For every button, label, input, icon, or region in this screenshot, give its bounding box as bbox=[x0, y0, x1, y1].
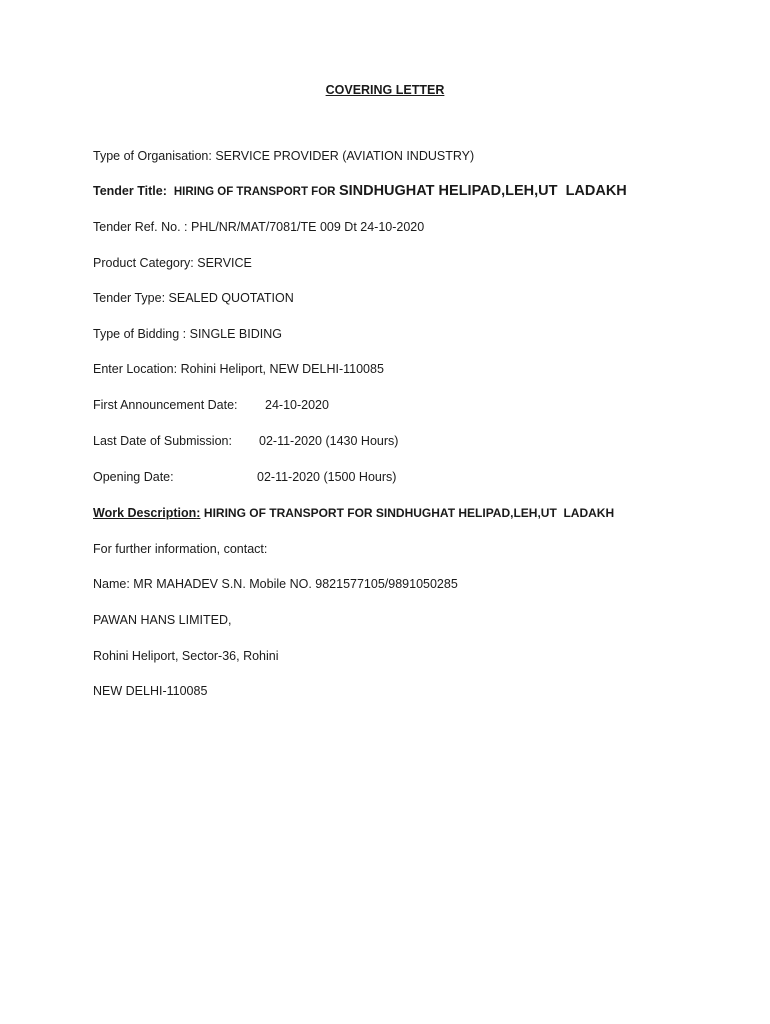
tender-title-label: Tender Title: bbox=[93, 184, 167, 198]
tender-ref-label: Tender Ref. No. : bbox=[93, 220, 188, 234]
contact-company: PAWAN HANS LIMITED, bbox=[93, 613, 232, 627]
announcement-value: 24-10-2020 bbox=[265, 398, 329, 412]
bidding-type-line bbox=[93, 327, 282, 341]
tender-type-label: Tender Type: bbox=[93, 291, 166, 305]
bidding-type-label: Type of Bidding : bbox=[93, 327, 187, 341]
tender-type-line bbox=[93, 291, 294, 305]
announcement-label: First Announcement Date: bbox=[93, 398, 238, 412]
tender-ref-line bbox=[93, 220, 424, 234]
announcement-line bbox=[93, 398, 329, 412]
tender-type-value: SEALED QUOTATION bbox=[168, 291, 294, 305]
location-value: Rohini Heliport, NEW DELHI-110085 bbox=[180, 362, 384, 376]
tender-title-value-part1: HIRING OF TRANSPORT FOR bbox=[173, 186, 336, 198]
submission-line bbox=[93, 434, 398, 448]
organisation-line bbox=[93, 149, 474, 163]
submission-label: Last Date of Submission: bbox=[93, 434, 232, 448]
tender-title-line bbox=[93, 183, 627, 199]
bidding-type-value: SINGLE BIDING bbox=[189, 327, 282, 341]
contact-address-line1: Rohini Heliport, Sector-36, Rohini bbox=[93, 649, 279, 663]
tender-ref-value: PHL/NR/MAT/7081/TE 009 Dt 24-10-2020 bbox=[190, 220, 425, 234]
contact-address-line2: NEW DELHI-110085 bbox=[93, 684, 208, 698]
location-label: Enter Location: bbox=[93, 362, 178, 376]
tender-title-value-part2: SINDHUGHAT HELIPAD,LEH,UT LADAKH bbox=[338, 183, 627, 199]
product-category-value: SERVICE bbox=[197, 256, 252, 270]
work-description-line bbox=[93, 506, 614, 520]
work-description-value: HIRING OF TRANSPORT FOR SINDHUGHAT HELIPAD,LEH,UT LADAKH bbox=[203, 506, 615, 520]
work-description-separator: : bbox=[196, 506, 201, 520]
product-category-line bbox=[93, 256, 252, 270]
organisation-value: SERVICE PROVIDER (AVIATION INDUSTRY) bbox=[215, 149, 475, 163]
organisation-label: Type of Organisation: bbox=[93, 149, 212, 163]
location-line bbox=[93, 362, 384, 376]
opening-line bbox=[93, 470, 396, 484]
document-title: COVERING LETTER bbox=[325, 83, 445, 97]
work-description-label: Work Description bbox=[93, 506, 197, 520]
opening-label: Opening Date: bbox=[93, 470, 174, 484]
contact-intro: For further information, contact: bbox=[93, 542, 268, 556]
opening-value: 02-11-2020 (1500 Hours) bbox=[257, 470, 397, 484]
product-category-label: Product Category: bbox=[93, 256, 194, 270]
submission-value: 02-11-2020 (1430 Hours) bbox=[259, 434, 399, 448]
contact-name-line: Name: MR MAHADEV S.N. Mobile NO. 9821577105/9891050285 bbox=[93, 577, 458, 591]
